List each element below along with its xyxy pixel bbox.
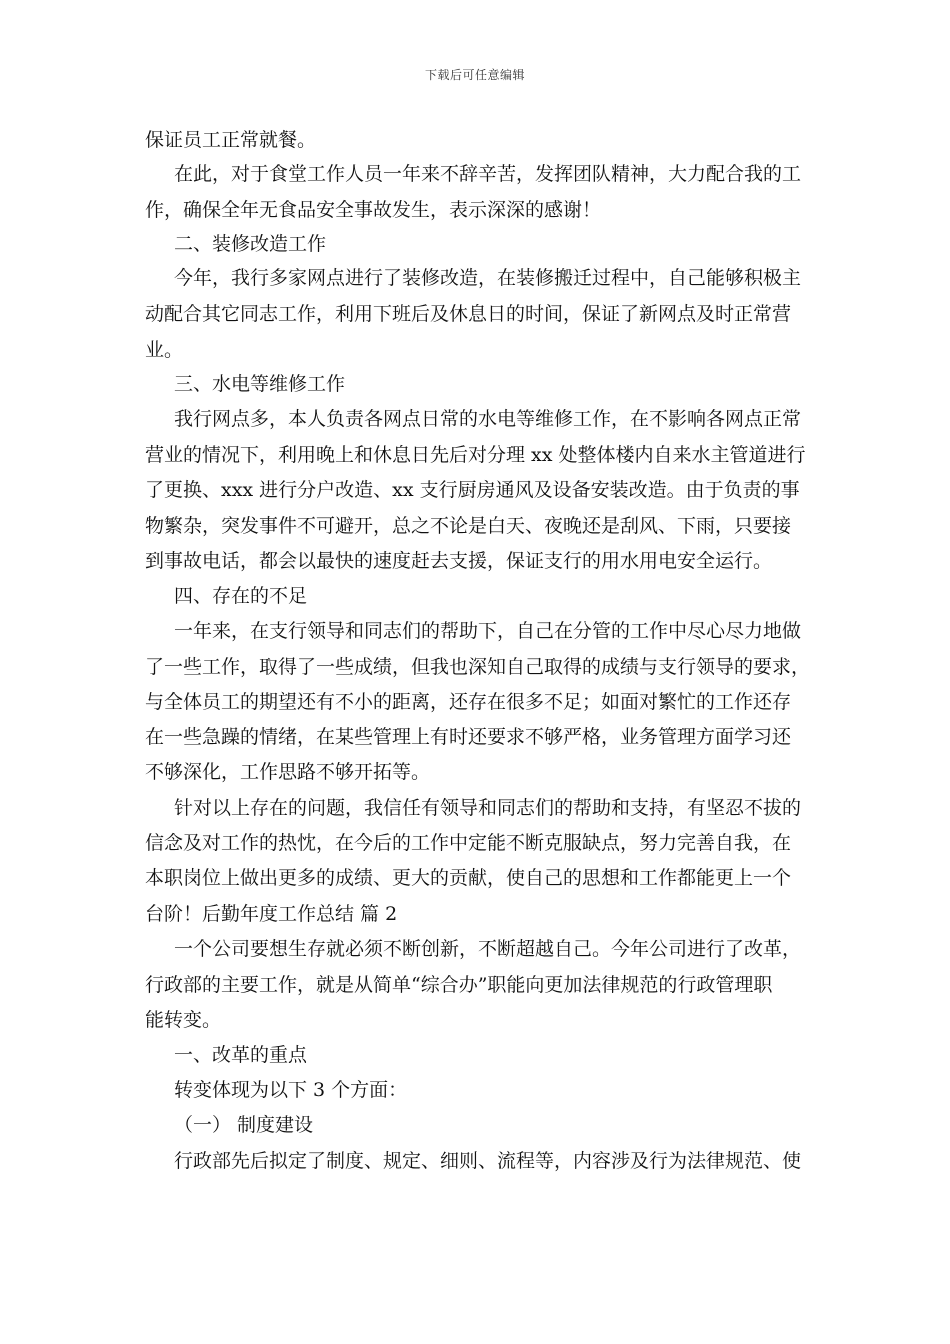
text-line: 物繁杂，突发事件不可避开，总之不论是白天、夜晚还是刮风、下雨，只要接: [145, 515, 792, 537]
text-line: 了一些工作，取得了一些成绩，但我也深知自己取得的成绩与支行领导的要求，: [145, 656, 811, 678]
text-line: 一个公司要想生存就必须不断创新，不断超越自己。今年公司进行了改革，: [174, 938, 802, 960]
text-line: 了更换、xxx 进行分户改造、xx 支行厨房通风及设备安装改造。由于负责的事: [145, 479, 800, 501]
page-header: 下载后可任意编辑: [424, 68, 525, 82]
text-line: 在一些急躁的情绪，在某些管理上有时还要求不够严格，业务管理方面学习还: [145, 726, 792, 748]
text-line: 业。: [145, 339, 184, 361]
text-line: 本职岗位上做出更多的成绩、更大的贡献，使自己的思想和工作都能更上一个: [145, 867, 792, 889]
text-line: 动配合其它同志工作，利用下班后及休息日的时间，保证了新网点及时正常营: [145, 303, 792, 325]
text-line: 与全体员工的期望还有不小的距离，还存在很多不足；如面对繁忙的工作还存: [145, 691, 792, 713]
text-line: 行政部先后拟定了制度、规定、细则、流程等，内容涉及行为法律规范、使: [174, 1150, 802, 1172]
section-heading: 三、水电等维修工作: [174, 373, 346, 395]
text-line: 行政部的主要工作，就是从简单“综合办”职能向更加法律规范的行政管理职: [145, 974, 773, 996]
text-line: 今年，我行多家网点进行了装修改造，在装修搬迁过程中，自己能够积极主: [174, 267, 802, 289]
section-heading: 一、改革的重点: [174, 1044, 308, 1066]
text-line: 不够深化，工作思路不够开拓等。: [145, 761, 431, 783]
text-line: 我行网点多，本人负责各网点日常的水电等维修工作，在不影响各网点正常: [174, 408, 802, 430]
text-line: 保证员工正常就餐。: [145, 129, 317, 151]
text-line: 营业的情况下，利用晚上和休息日先后对分理 xx 处整体楼内自来水主管道进行: [145, 444, 806, 466]
text-line: 作，确保全年无食品安全事故发生，表示深深的感谢！: [145, 199, 602, 221]
text-line: 信念及对工作的热忱，在今后的工作中定能不断克服缺点，努力完善自我，在: [145, 832, 792, 854]
text-line: 在此，对于食堂工作人员一年来不辞辛苦，发挥团队精神，大力配合我的工: [174, 163, 802, 185]
text-line: 针对以上存在的问题，我信任有领导和同志们的帮助和支持，有坚忍不拔的: [174, 797, 802, 819]
text-line: 一年来，在支行领导和同志们的帮助下，自己在分管的工作中尽心尽力地做: [174, 620, 802, 642]
section-heading: 四、存在的不足: [174, 585, 308, 607]
text-line: 转变体现为以下 3 个方面：: [174, 1079, 408, 1101]
text-line: 台阶！后勤年度工作总结 篇 2: [145, 903, 398, 925]
sub-heading: （一） 制度建设: [174, 1114, 314, 1136]
text-line: 到事故电话，都会以最快的速度赶去支援，保证支行的用水用电安全运行。: [145, 550, 773, 572]
section-heading: 二、装修改造工作: [174, 233, 327, 255]
text-line: 能转变。: [145, 1009, 222, 1031]
